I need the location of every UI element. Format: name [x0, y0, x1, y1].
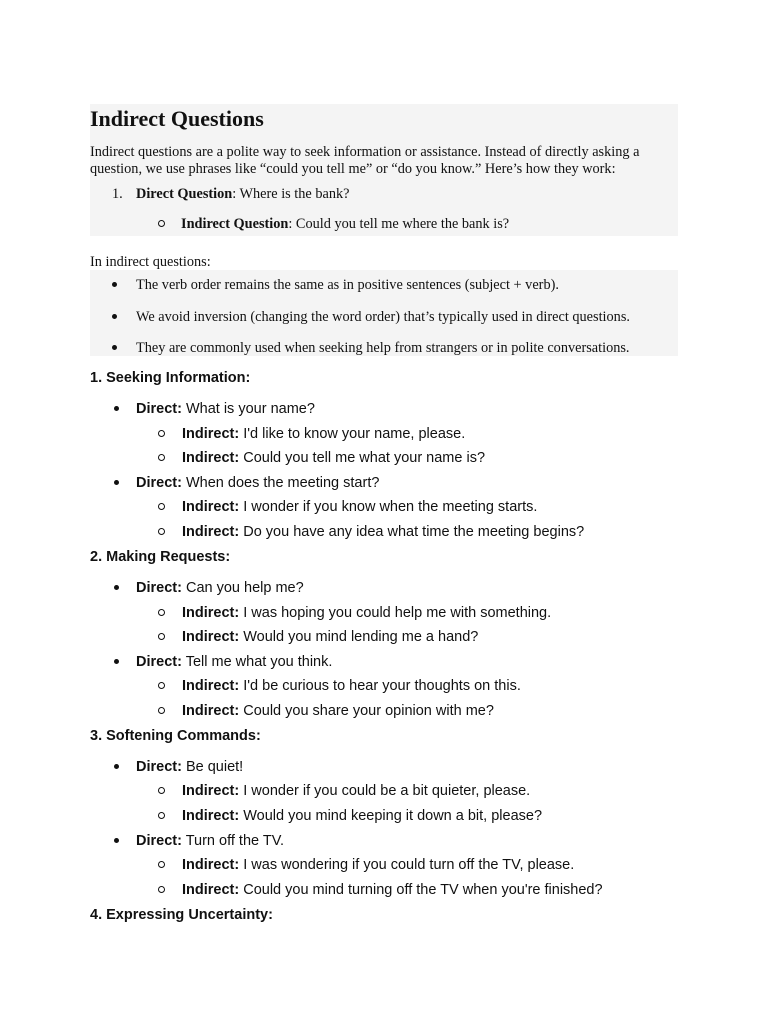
section-heading: 3. Softening Commands:	[90, 728, 261, 744]
direct-label: Direct:	[136, 401, 182, 417]
indirect-example	[158, 604, 551, 622]
direct-example	[114, 400, 315, 418]
indirect-label: Indirect:	[182, 524, 240, 540]
circle-bullet-icon	[158, 430, 165, 437]
bullet-icon	[114, 406, 119, 411]
section-heading: 2. Making Requests:	[90, 549, 231, 565]
list-number: 1.	[112, 186, 123, 202]
bullet-icon	[114, 659, 119, 664]
indirect-text: I was hoping you could help me with something.	[243, 605, 552, 621]
indirect-example	[158, 702, 494, 720]
indirect-label: Indirect:	[182, 605, 240, 621]
circle-bullet-icon	[158, 528, 165, 535]
numbered-example	[112, 186, 349, 203]
circle-bullet-icon	[158, 454, 165, 461]
direct-question-text: : Where is the bank?	[232, 186, 350, 202]
indirect-label: Indirect:	[182, 783, 240, 799]
indirect-question-text: : Could you tell me where the bank is?	[288, 216, 510, 232]
indirect-text: Could you tell me what your name is?	[243, 450, 486, 466]
intro-lower-block	[90, 236, 678, 356]
indirect-example	[158, 807, 542, 825]
direct-example	[114, 758, 243, 776]
direct-example	[114, 579, 304, 597]
direct-text: Turn off the TV.	[185, 833, 285, 849]
indirect-example	[158, 782, 530, 800]
list-item	[112, 340, 630, 357]
bullet-icon	[114, 838, 119, 843]
indirect-label: Indirect:	[182, 426, 240, 442]
bullet-icon	[112, 282, 117, 287]
direct-example	[114, 832, 284, 850]
indirect-label: Indirect:	[182, 450, 240, 466]
direct-text: Be quiet!	[185, 759, 244, 775]
circle-bullet-icon	[158, 812, 165, 819]
section-heading: 4. Expressing Uncertainty:	[90, 907, 273, 923]
indirect-text: I'd be curious to hear your thoughts on this.	[243, 678, 521, 694]
direct-example	[114, 653, 332, 671]
indirect-label: Indirect:	[182, 703, 240, 719]
page-title: Indirect Questions	[90, 106, 264, 131]
direct-label: Direct:	[136, 833, 182, 849]
indirect-text: I wonder if you could be a bit quieter, please.	[243, 783, 531, 799]
indirect-label: Indirect:	[182, 882, 240, 898]
direct-label: Direct:	[136, 759, 182, 775]
list-item	[112, 309, 630, 326]
indirect-label: Indirect:	[182, 808, 240, 824]
circle-bullet-icon	[158, 886, 165, 893]
direct-text: Tell me what you think.	[185, 654, 333, 670]
indirect-example	[158, 425, 465, 443]
list-item-text: We avoid inversion (changing the word order) that’s typically used in direct questions.	[136, 309, 630, 325]
indirect-label: Indirect:	[182, 678, 240, 694]
indirect-example	[158, 628, 478, 646]
indirect-example	[158, 677, 521, 695]
indirect-example	[158, 881, 603, 899]
section-heading: 1. Seeking Information:	[90, 370, 251, 386]
direct-label: Direct:	[136, 654, 182, 670]
indirect-text: I'd like to know your name, please.	[243, 426, 466, 442]
indirect-text: I was wondering if you could turn off the TV, please.	[243, 857, 575, 873]
bullet-icon	[114, 480, 119, 485]
intro-paragraph: Indirect questions are a polite way to seek information or assistance. Instead of directly asking a question, we use phrases like “could you tell me” or “do you know.” Here’s how they work:	[90, 144, 640, 177]
circle-bullet-icon	[158, 787, 165, 794]
indirect-example	[158, 856, 574, 874]
indirect-text: I wonder if you know when the meeting starts.	[243, 499, 538, 515]
indirect-text: Do you have any idea what time the meeting begins?	[243, 524, 585, 540]
nested-example	[158, 216, 509, 233]
indirect-text: Would you mind keeping it down a bit, please?	[243, 808, 543, 824]
bullet-icon	[112, 345, 117, 350]
circle-bullet-icon	[158, 503, 165, 510]
circle-bullet-icon	[158, 707, 165, 714]
indirect-text: Could you mind turning off the TV when you're finished?	[243, 882, 603, 898]
direct-text: Can you help me?	[185, 580, 304, 596]
bullet-icon	[114, 764, 119, 769]
bullet-icon	[114, 585, 119, 590]
intro-lead: In indirect questions:	[90, 254, 211, 270]
direct-label: Direct:	[136, 580, 182, 596]
indirect-text: Would you mind lending me a hand?	[243, 629, 479, 645]
circle-bullet-icon	[158, 682, 165, 689]
indirect-label: Indirect:	[182, 629, 240, 645]
indirect-example	[158, 449, 485, 467]
list-item	[112, 277, 559, 294]
circle-bullet-icon	[158, 633, 165, 640]
direct-example	[114, 474, 379, 492]
circle-bullet-icon	[158, 861, 165, 868]
circle-bullet-icon	[158, 220, 165, 227]
indirect-label: Indirect:	[182, 499, 240, 515]
direct-text: What is your name?	[185, 401, 315, 417]
direct-label: Direct:	[136, 475, 182, 491]
circle-bullet-icon	[158, 609, 165, 616]
list-item-text: The verb order remains the same as in positive sentences (subject + verb).	[136, 277, 559, 293]
indirect-question-label: Indirect Question	[181, 216, 289, 232]
direct-text: When does the meeting start?	[185, 475, 380, 491]
indirect-text: Could you share your opinion with me?	[243, 703, 494, 719]
indirect-label: Indirect:	[182, 857, 240, 873]
direct-question-label: Direct Question	[136, 186, 233, 202]
bullet-icon	[112, 314, 117, 319]
indirect-example	[158, 498, 537, 516]
list-item-text: They are commonly used when seeking help from strangers or in polite conversations.	[136, 340, 630, 356]
indirect-example	[158, 523, 584, 541]
